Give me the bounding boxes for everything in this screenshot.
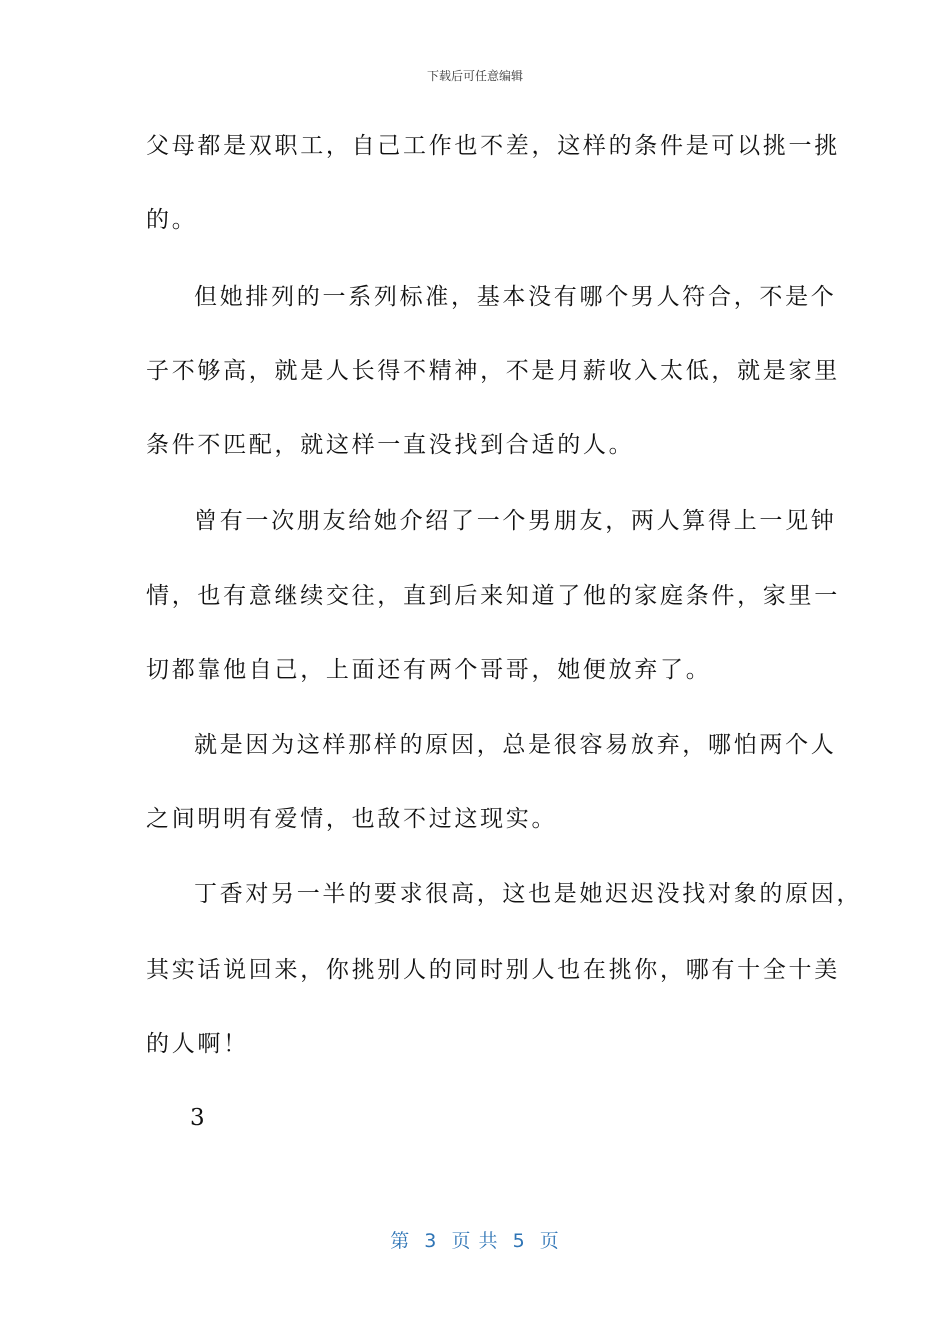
paragraph-line: 其实话说回来，你挑别人的同时别人也在挑你，哪有十全十美 — [146, 957, 840, 983]
paragraph-line: 切都靠他自己，上面还有两个哥哥，她便放弃了。 — [146, 657, 712, 683]
paragraph-line: 丁香对另一半的要求很高，这也是她迟迟没找对象的原因， — [194, 881, 863, 907]
paragraph-line: 但她排列的一系列标准，基本没有哪个男人符合，不是个 — [194, 284, 837, 310]
page-footer: 第 3 页 共 5 页 — [390, 1230, 560, 1252]
paragraph-line: 曾有一次朋友给她介绍了一个男朋友，两人算得上一见钟 — [194, 508, 837, 534]
paragraph-line: 条件不匹配，就这样一直没找到合适的人。 — [146, 432, 635, 458]
section-number: 3 — [190, 1105, 208, 1131]
paragraph-line: 之间明明有爱情，也敌不过这现实。 — [146, 806, 558, 832]
paragraph-line: 情，也有意继续交往，直到后来知道了他的家庭条件，家里一 — [146, 583, 840, 609]
page-header: 下载后可任意编辑 — [426, 69, 523, 83]
paragraph-line: 子不够高，就是人长得不精神，不是月薪收入太低，就是家里 — [146, 358, 840, 384]
paragraph-line: 的。 — [146, 207, 198, 233]
paragraph-line: 父母都是双职工，自己工作也不差，这样的条件是可以挑一挑 — [146, 133, 840, 159]
paragraph-line: 的人啊！ — [146, 1031, 249, 1057]
paragraph-line: 就是因为这样那样的原因，总是很容易放弃，哪怕两个人 — [194, 732, 837, 758]
